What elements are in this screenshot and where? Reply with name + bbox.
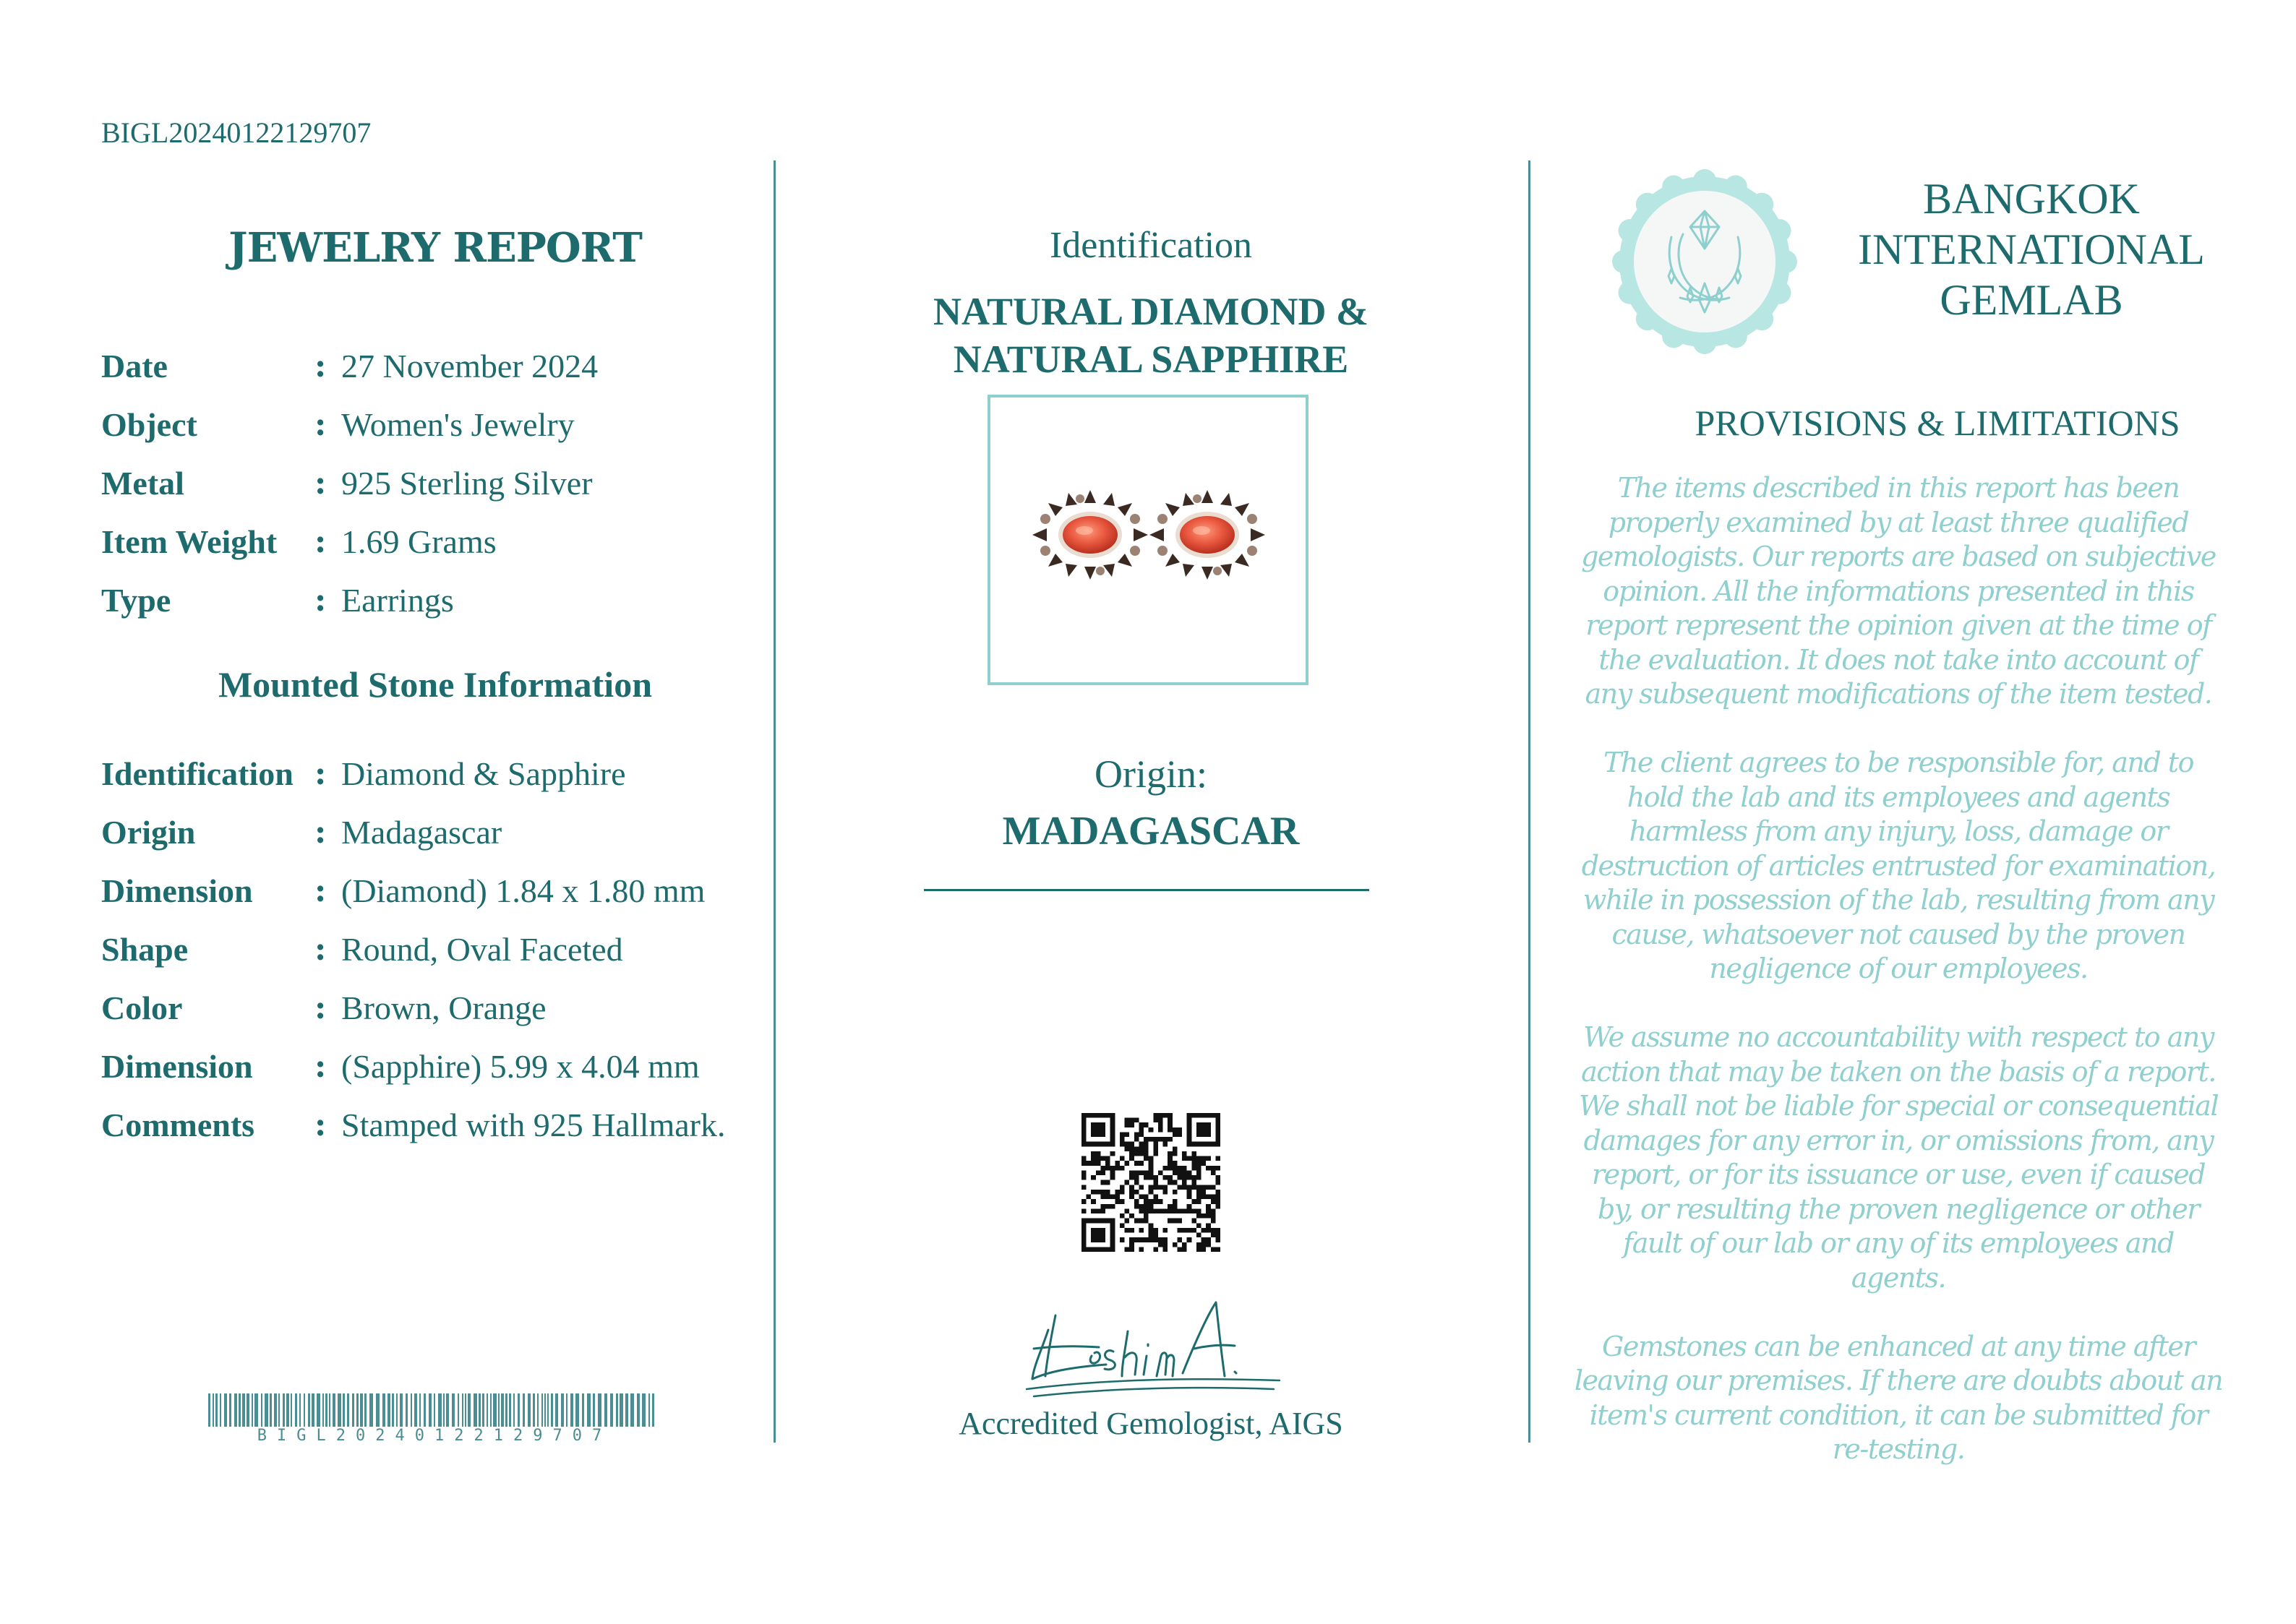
field-label: Type: [101, 582, 171, 619]
identification-label: Identification: [1049, 225, 1253, 266]
field-label: Dimension: [101, 872, 253, 909]
field-colon: :: [314, 989, 327, 1026]
report-title: JEWELRY REPORT: [228, 224, 642, 272]
field-label: Color: [101, 989, 183, 1026]
lab-name-line-3: GEMLAB: [1940, 276, 2123, 324]
field-colon: :: [314, 406, 327, 443]
field-colon: :: [314, 814, 327, 851]
identification-line-2: NATURAL SAPPHIRE: [953, 338, 1349, 381]
provisions-paragraph: The items described in this report has been properly examined by at least three qualified gemologists. Our reports are based on subjective opinion. All the informations presented in this report represent the opinion given at the time of the evaluation. It does not take into account of any subsequent modifications of the item tested.: [1581, 472, 2216, 710]
field-value: Round, Oval Faceted: [341, 931, 623, 968]
provisions-paragraph: The client agrees to be responsible for, and to hold the lab and its employees and agents harmless from any injury, loss, damage or destruction of articles entrusted for examination, while in possession of the lab, resulting from any cause, whatsoever not caused by the proven negligence of our employees.: [1581, 747, 2216, 984]
gemologist-signature: [1005, 1286, 1294, 1402]
field-label: Metal: [101, 465, 184, 502]
field-colon: :: [314, 348, 327, 384]
identification-name: [774, 288, 1528, 383]
barcode: [208, 1393, 661, 1427]
field-colon: :: [314, 523, 327, 560]
field-label: Shape: [101, 931, 189, 968]
field-colon: :: [314, 582, 327, 619]
column-divider-right: [1528, 160, 1530, 1443]
field-colon: :: [314, 755, 327, 792]
field-value: Diamond & Sapphire: [341, 755, 626, 792]
mounted-stone-title: Mounted Stone Information: [218, 664, 653, 705]
origin-divider: [924, 889, 1369, 891]
field-value: 27 November 2024: [341, 348, 599, 384]
lab-name-line-1: BANGKOK: [1923, 175, 2140, 223]
earrings-photo: [990, 398, 1306, 682]
field-value: 925 Sterling Silver: [341, 465, 593, 502]
field-colon: :: [314, 1048, 327, 1085]
provisions-paragraph: Gemstones can be enhanced at any time after leaving our premises. If there are doubts about an item's current condition, it can be submitted for re-testing.: [1574, 1330, 2223, 1465]
field-label: Identification: [101, 755, 294, 792]
gemologist-title: Accredited Gemologist, AIGS: [959, 1406, 1343, 1441]
provisions-title: PROVISIONS & LIMITATIONS: [1695, 403, 2180, 443]
field-value: Madagascar: [341, 814, 502, 851]
barcode-text: BIGL20240122129707: [257, 1427, 612, 1445]
field-label: Item Weight: [101, 523, 278, 560]
field-label: Dimension: [101, 1048, 253, 1085]
field-value: Stamped with 925 Hallmark.: [341, 1107, 726, 1143]
provisions-text: [1573, 471, 2224, 1501]
origin-label: Origin:: [1095, 752, 1207, 796]
field-colon: :: [314, 1107, 327, 1143]
lab-name: [1851, 173, 2212, 325]
qr-code[interactable]: [1081, 1113, 1220, 1252]
provisions-paragraph: We assume no accountability with respect to any action that may be taken on the basis of a report. We shall not be liable for special or consequential damages for any error in, or omissions from, any report, or for its issuance or use, even if caused by, or resulting the proven negligence or other fault of our lab or any of its employees and agents.: [1578, 1021, 2219, 1294]
earring-left: [1032, 490, 1148, 580]
origin-value: MADAGASCAR: [1002, 809, 1300, 854]
field-label: Date: [101, 348, 168, 384]
lab-seal-logo: [1611, 168, 1799, 356]
field-value: (Sapphire) 5.99 x 4.04 mm: [341, 1048, 700, 1085]
report-serial-number: BIGL20240122129707: [101, 116, 372, 149]
field-colon: :: [314, 931, 327, 968]
field-colon: :: [314, 465, 327, 502]
field-label: Origin: [101, 814, 196, 851]
field-value: Brown, Orange: [341, 989, 547, 1026]
field-label: Object: [101, 406, 197, 443]
jewelry-photo-frame: [988, 395, 1308, 685]
field-value: Earrings: [341, 582, 454, 619]
field-label: Comments: [101, 1107, 255, 1143]
earring-right: [1149, 490, 1265, 580]
identification-line-1: NATURAL DIAMOND &: [933, 290, 1368, 333]
field-value: Women's Jewelry: [341, 406, 575, 443]
field-value: (Diamond) 1.84 x 1.80 mm: [341, 872, 706, 909]
lab-name-line-2: INTERNATIONAL: [1858, 225, 2205, 273]
field-value: 1.69 Grams: [341, 523, 497, 560]
field-colon: :: [314, 872, 327, 909]
